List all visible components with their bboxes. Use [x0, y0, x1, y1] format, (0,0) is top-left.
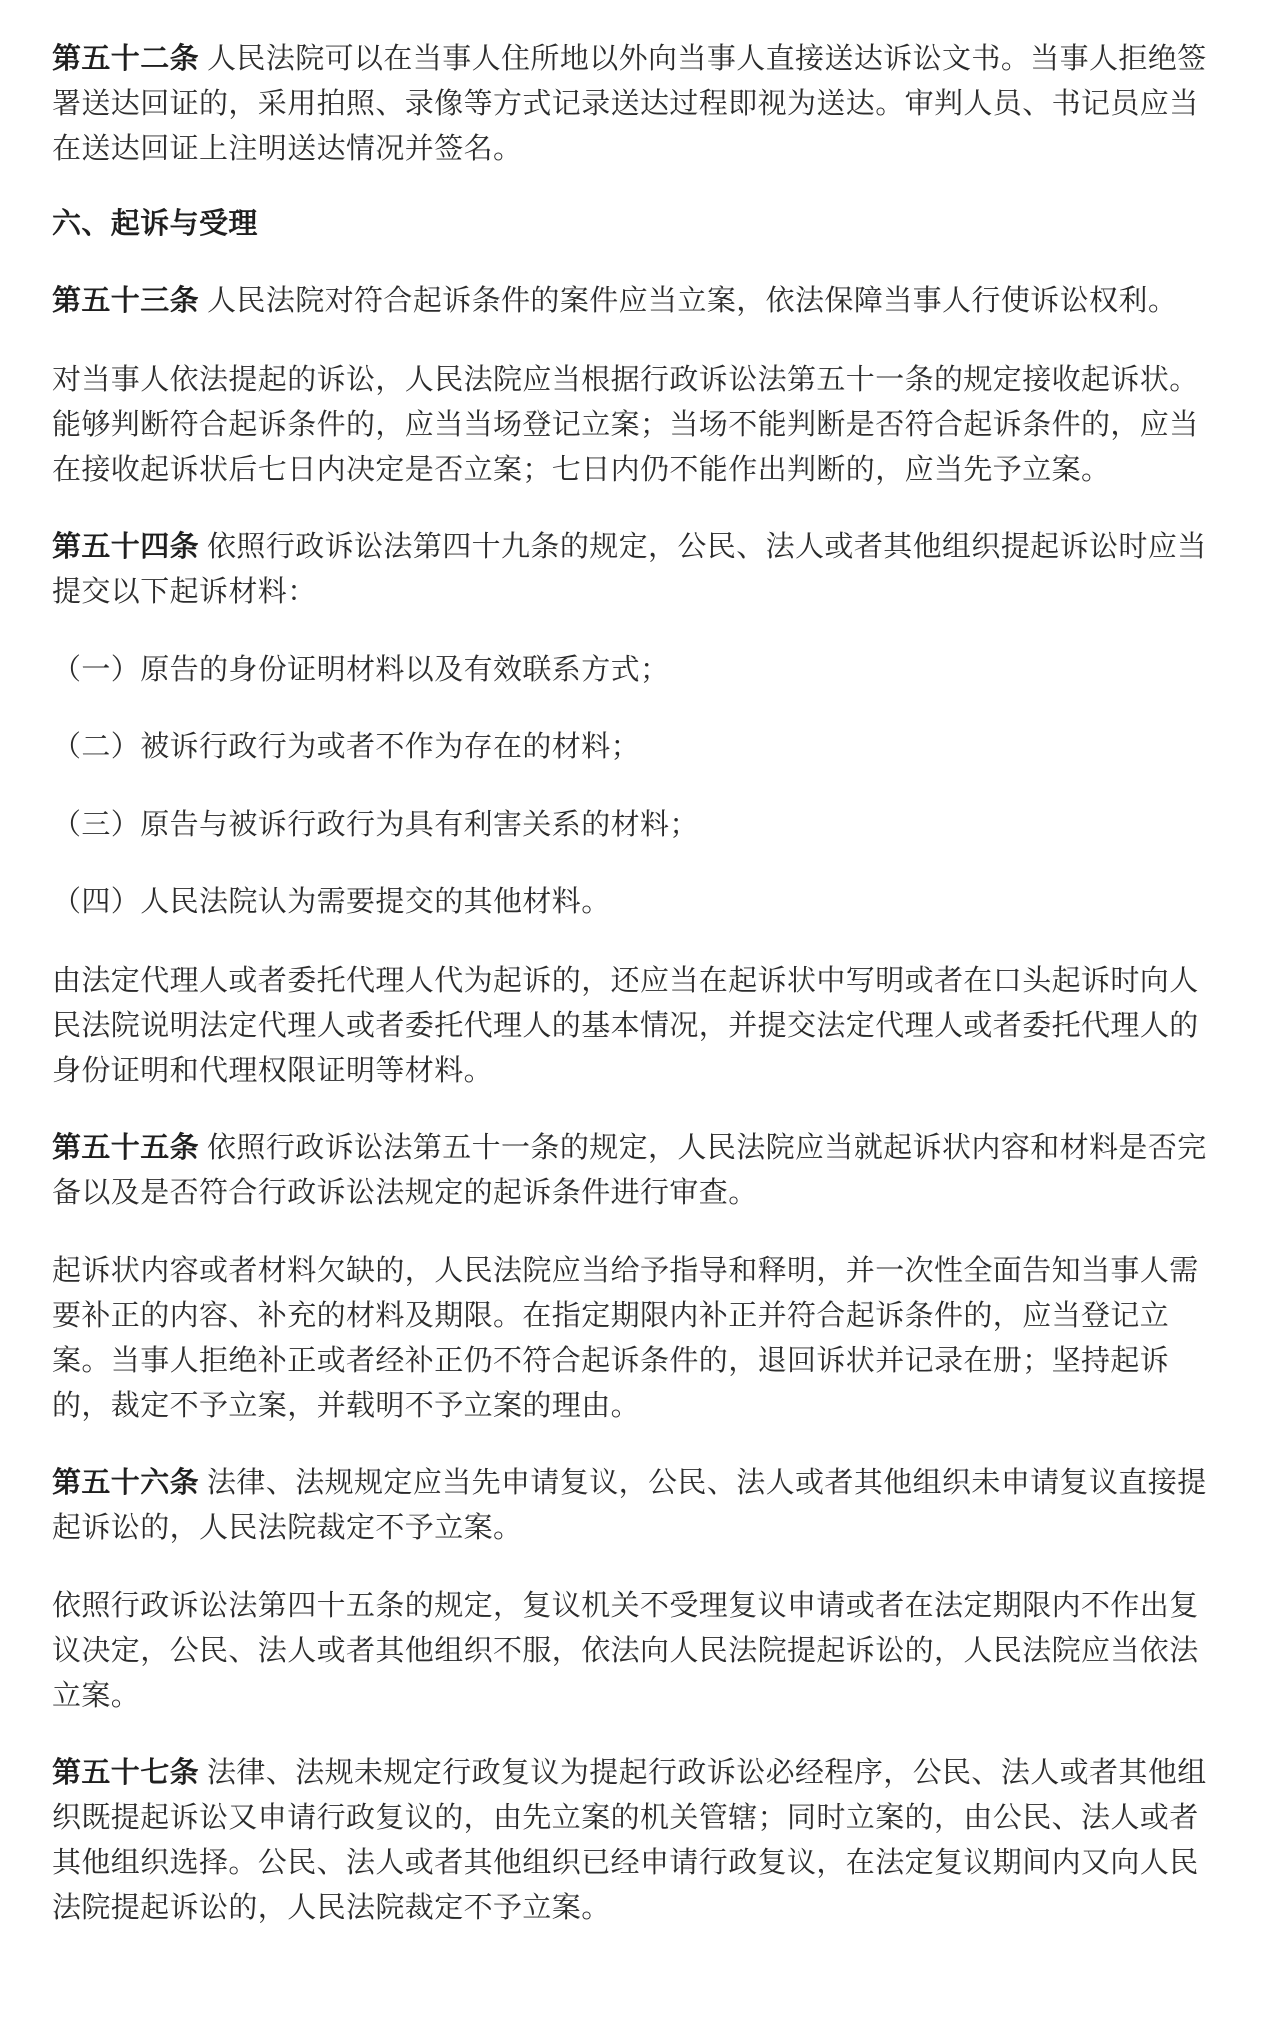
article-53-paragraph-2: 对当事人依法提起的诉讼，人民法院应当根据行政诉讼法第五十一条的规定接收起诉状。 能够判断符合起诉条件的，应当当场登记立案；当场不能判断是否符合起诉条件的，应当 在接收起诉状后七日内决定是否立案；七日内仍不能作出判断的，应当先予立案。 [52, 362, 1199, 486]
article-56-line-2: 起诉讼的，人民法院裁定不予立案。 [52, 1510, 523, 1544]
article-54 [52, 524, 1228, 614]
article-54-item-2: （二）被诉行政行为或者不作为存在的材料； [52, 729, 641, 763]
article-54-paragraph-2: 由法定代理人或者委托代理人代为起诉的，还应当在起诉状中写明或者在口头起诉时向人 民法院说明法定代理人或者委托代理人的基本情况，并提交法定代理人或者委托代理人的 身份证明和代理权限证明等材料。 [52, 963, 1199, 1087]
article-54-item-3: （三）原告与被诉行政行为具有利害关系的材料； [52, 807, 699, 841]
article-57-label: 第五十七条 [52, 1755, 200, 1789]
article-55 [52, 1125, 1228, 1215]
section-heading: 六、起诉与受理 [52, 206, 258, 240]
article-52-line-2: 署送达回证的，采用拍照、录像等方式记录送达过程即视为送达。审判人员、书记员应当 [52, 86, 1199, 120]
article-53-label: 第五十三条 [52, 283, 200, 317]
article-52-line-3: 在送达回证上注明送达情况并签名。 [52, 131, 523, 165]
article-52-line-1: 第五十二条 人民法院可以在当事人住所地以外向当事人直接送达诉讼文书。当事人拒绝签 [52, 41, 1207, 75]
article-52 [52, 36, 1228, 171]
article-54-line-1: 第五十四条 依照行政诉讼法第四十九条的规定，公民、法人或者其他组织提起诉讼时应当 [52, 529, 1207, 563]
article-56-label: 第五十六条 [52, 1465, 200, 1499]
article-54-line-2: 提交以下起诉材料： [52, 574, 317, 608]
article-54-item-4: （四）人民法院认为需要提交的其他材料。 [52, 884, 611, 918]
article-52-label: 第五十二条 [52, 41, 200, 75]
article-53-line-1: 第五十三条 人民法院对符合起诉条件的案件应当立案，依法保障当事人行使诉讼权利。 [52, 283, 1178, 317]
article-55-line-2: 备以及是否符合行政诉讼法规定的起诉条件进行审查。 [52, 1175, 758, 1209]
article-54-label: 第五十四条 [52, 529, 200, 563]
article-53 [52, 278, 1228, 323]
article-57-line-3: 其他组织选择。公民、法人或者其他组织已经申请行政复议，在法定复议期间内又向人民 [52, 1845, 1199, 1879]
article-57-line-2: 织既提起诉讼又申请行政复议的，由先立案的机关管辖；同时立案的，由公民、法人或者 [52, 1800, 1199, 1834]
article-55-label: 第五十五条 [52, 1130, 200, 1164]
article-57-line-4: 法院提起诉讼的，人民法院裁定不予立案。 [52, 1890, 611, 1924]
article-56-paragraph-2: 依照行政诉讼法第四十五条的规定，复议机关不受理复议申请或者在法定期限内不作出复 议决定，公民、法人或者其他组织不服，依法向人民法院提起诉讼的，人民法院应当依法 立案。 [52, 1588, 1199, 1712]
article-56-line-1: 第五十六条 法律、法规规定应当先申请复议，公民、法人或者其他组织未申请复议直接提 [52, 1465, 1207, 1499]
article-56 [52, 1460, 1228, 1550]
article-57 [52, 1750, 1228, 1930]
article-55-paragraph-2: 起诉状内容或者材料欠缺的，人民法院应当给予指导和释明，并一次性全面告知当事人需 要补正的内容、补充的材料及期限。在指定期限内补正并符合起诉条件的，应当登记立 案。当事人拒绝补正或者经补正仍不符合起诉条件的，退回诉状并记录在册；坚持起诉 的，裁定不予立案，并载明不予立案的理由。 [52, 1253, 1199, 1422]
article-57-line-1: 第五十七条 法律、法规未规定行政复议为提起行政诉讼必经程序，公民、法人或者其他组 [52, 1755, 1207, 1789]
article-54-item-1: （一）原告的身份证明材料以及有效联系方式； [52, 652, 670, 686]
article-55-line-1: 第五十五条 依照行政诉讼法第五十一条的规定，人民法院应当就起诉状内容和材料是否完 [52, 1130, 1207, 1164]
